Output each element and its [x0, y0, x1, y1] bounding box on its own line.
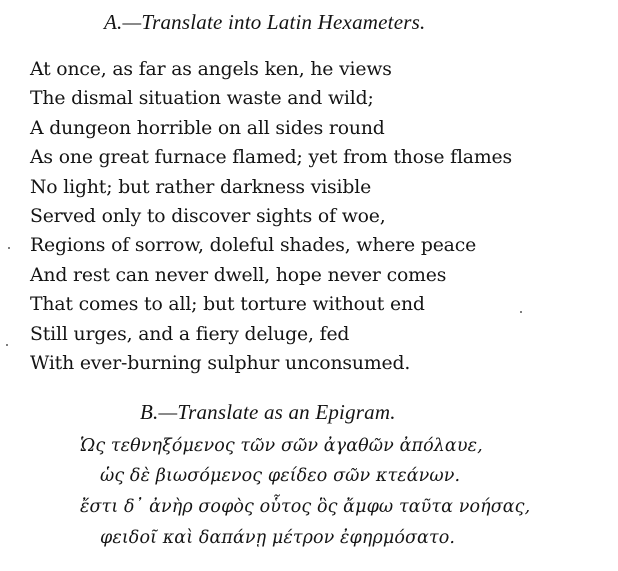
verse-line: The dismal situation waste and wild;: [30, 88, 374, 110]
print-speck: [6, 344, 8, 346]
verse-line: With ever-burning sulphur unconsumed.: [30, 352, 411, 374]
verse-line: At once, as far as angels ken, he views: [30, 59, 392, 80]
print-speck: [8, 247, 10, 249]
verse-line: And rest can never dwell, hope never comes: [30, 264, 447, 286]
greek-line: Ὡς τεθνηξόμενος τῶν σῶν ἀγαθῶν ἀπόλαυε,: [80, 436, 483, 456]
section-a-heading: A.—Translate into Latin Hexameters.: [104, 10, 426, 34]
greek-line: ἔστι δ᾽ ἀνὴρ σοφὸς οὗτος ὃς ἄμφω ταῦτα νοήσας,: [80, 497, 531, 517]
verse-line: A dungeon horrible on all sides round: [30, 117, 385, 139]
greek-line: ὡς δὲ βιωσόμενος φείδεο σῶν κτεάνων.: [100, 466, 461, 486]
english-verse-passage: [30, 55, 512, 378]
verse-line: Served only to discover sights of woe,: [30, 205, 386, 227]
verse-line: That comes to all; but torture without end: [30, 294, 425, 316]
verse-line: Regions of sorrow, doleful shades, where peace: [30, 235, 477, 257]
verse-line: No light; but rather darkness visible: [30, 176, 372, 198]
section-b-heading: B.—Translate as an Epigram.: [140, 400, 396, 424]
greek-line: φειδοῖ καὶ δαπάνῃ μέτρον ἐφηρμόσατο.: [100, 528, 456, 548]
print-speck: [520, 311, 522, 313]
verse-line: Still urges, and a fiery deluge, fed: [30, 323, 350, 345]
verse-line: As one great furnace flamed; yet from those flames: [30, 147, 512, 169]
